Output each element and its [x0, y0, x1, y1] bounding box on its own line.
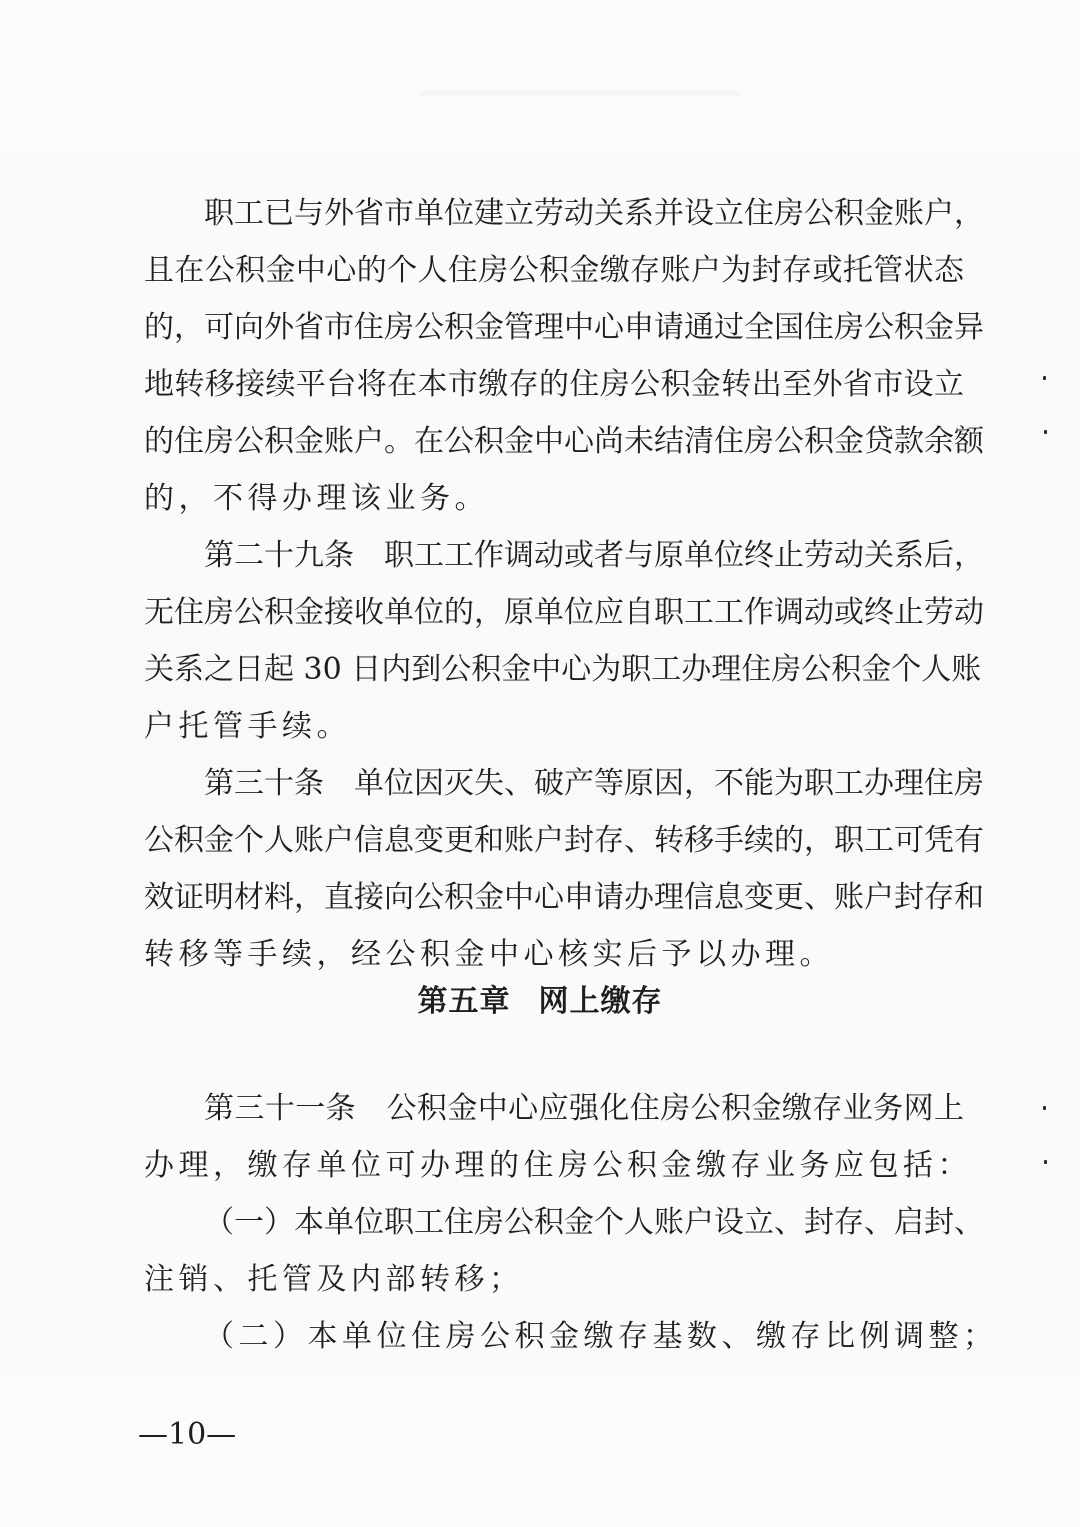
chapter-title: 网上缴存 [538, 984, 663, 1019]
text-line: 公积金个人账户信息变更和账户封存、转移手续的，职工可凭有 [144, 823, 984, 858]
text-line: 办理，缴存单位可办理的住房公积金缴存业务应包括： [144, 1148, 972, 1183]
list-item-1-line: （一）本单位职工住房公积金个人账户设立、封存、启封、 [204, 1205, 984, 1240]
chapter-five-text-block [144, 1080, 998, 1365]
text-line: 效证明材料，直接向公积金中心申请办理信息变更、账户封存和 [144, 880, 984, 915]
article-30-line: 第三十条 单位因灭失、破产等原因，不能为职工办理住房 [204, 766, 984, 801]
text-line: 注销、托管及内部转移； [144, 1262, 524, 1297]
text-line: 关系之日起 30 日内到公积金中心为职工办理住房公积金个人账 [144, 652, 982, 687]
scan-mark [1043, 1106, 1046, 1110]
article-31-line: 第三十一条 公积金中心应强化住房公积金缴存业务网上 [204, 1091, 964, 1126]
text-line: 地转移接续平台将在本市缴存的住房公积金转出至外省市设立 [144, 367, 964, 402]
list-item-2-line: （二）本单位住房公积金缴存基数、缴存比例调整； [204, 1319, 998, 1354]
text-line: 无住房公积金接收单位的，原单位应自职工工作调动或终止劳动 [144, 595, 984, 630]
chapter-number: 第五章 [417, 984, 511, 1019]
text-line: 的，可向外省市住房公积金管理中心申请通过全国住房公积金异 [144, 310, 984, 345]
body-text-block [144, 185, 984, 983]
page-number: —10— [138, 1417, 237, 1452]
text-line: 转移等手续，经公积金中心核实后予以办理。 [144, 937, 834, 972]
chapter-heading [0, 972, 1080, 1032]
article-29-line: 第二十九条 职工工作调动或者与原单位终止劳动关系后， [204, 538, 984, 573]
text-line: 且在公积金中心的个人住房公积金缴存账户为封存或托管状态 [144, 253, 964, 288]
scan-artifact [420, 90, 740, 96]
scan-mark [1044, 1160, 1047, 1164]
scan-mark [1044, 430, 1047, 434]
text-line: 的住房公积金账户。在公积金中心尚未结清住房公积金贷款余额 [144, 424, 984, 459]
text-line: 职工已与外省市单位建立劳动关系并设立住房公积金账户， [204, 196, 984, 231]
text-line: 的，不得办理该业务。 [144, 481, 489, 516]
scan-mark [1043, 376, 1046, 380]
text-line: 户托管手续。 [144, 709, 351, 744]
